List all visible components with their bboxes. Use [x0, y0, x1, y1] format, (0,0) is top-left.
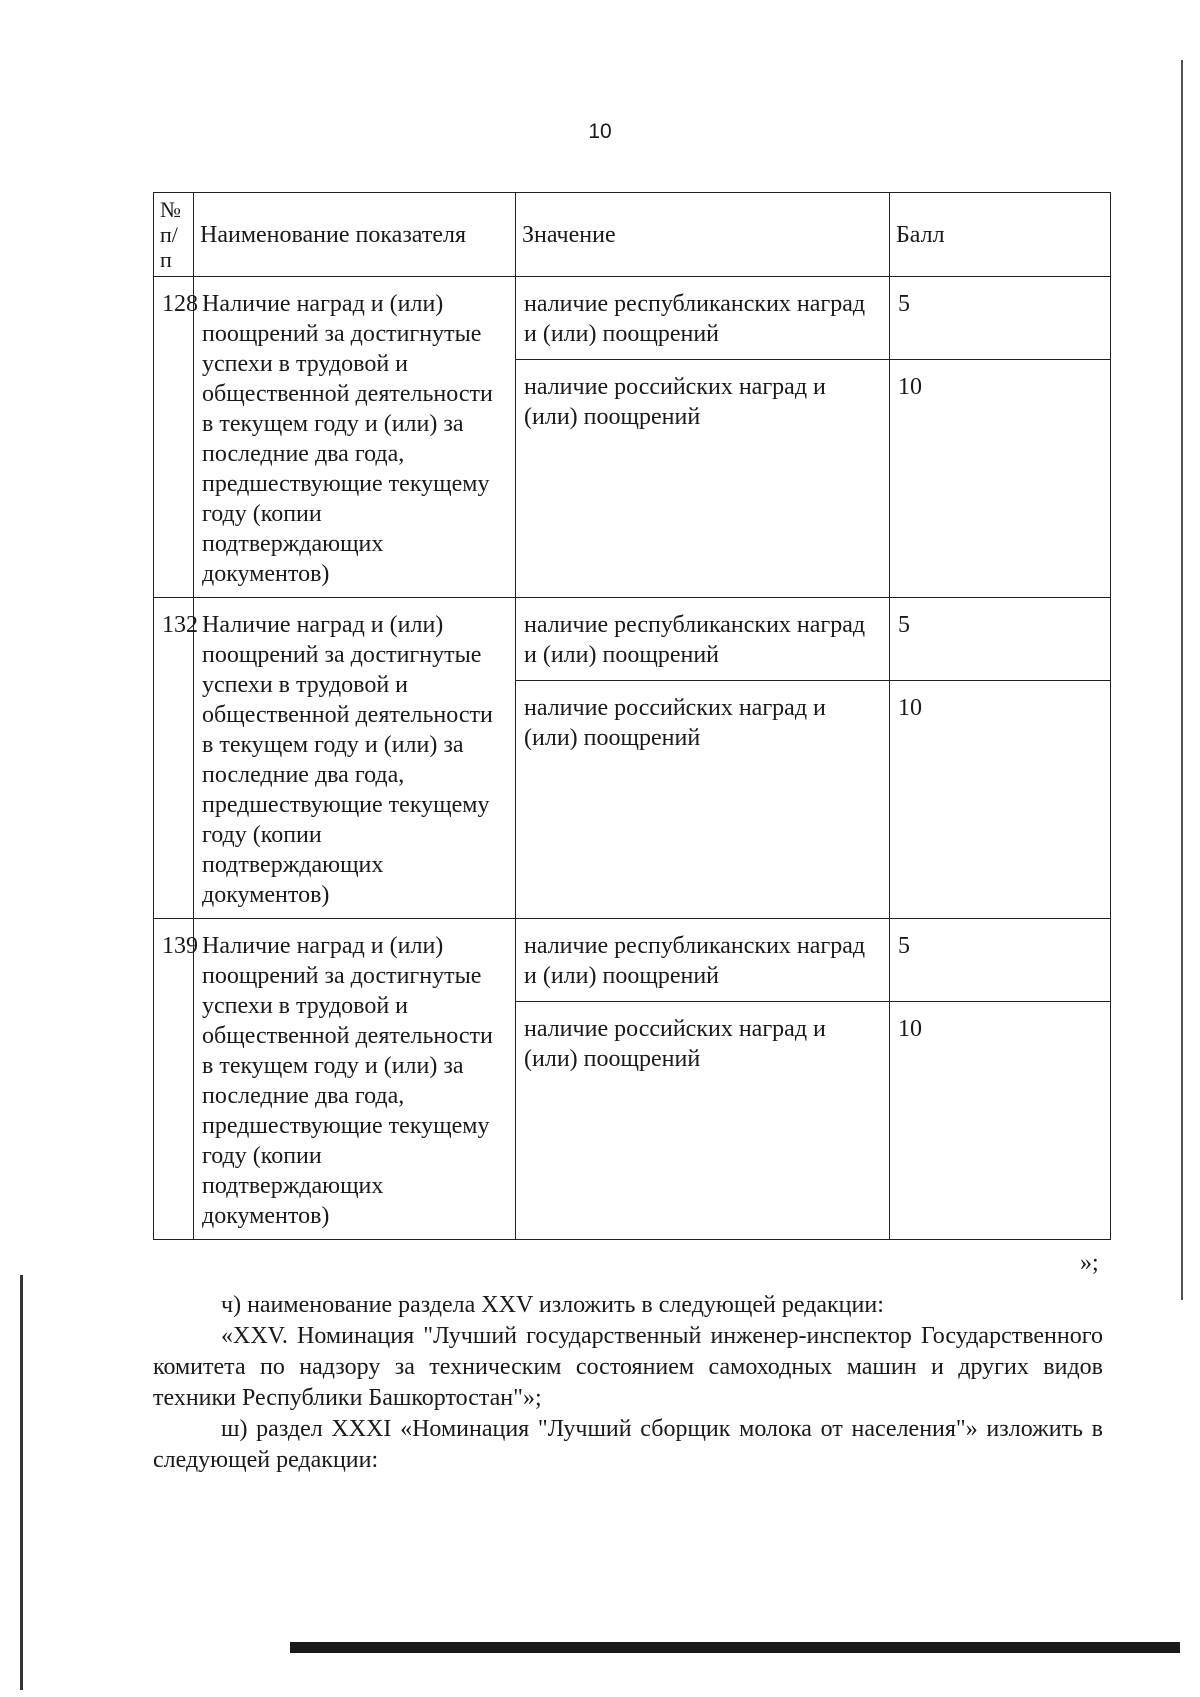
header-name: Наименование показателя [194, 193, 516, 277]
value-cell: наличие российских наград и (или) поощрений [516, 1002, 890, 1240]
indicator-table [153, 192, 1111, 1240]
row-number: 139 [154, 919, 194, 1240]
scan-edge-right [1181, 60, 1183, 1300]
score-cell: 5 [890, 277, 1111, 360]
paragraph: «XXV. Номинация "Лучший государственный инженер-инспектор Государственного комитета по надзору за техническим состоянием самоходных машин и других видов техники Республики Башкортостан"»; [153, 1323, 1103, 1411]
value-cell: наличие республиканских наград и (или) поощрений [516, 598, 890, 681]
header-score: Балл [890, 193, 1111, 277]
scan-bottom-bar [290, 1642, 1180, 1653]
value-cell: наличие республиканских наград и (или) поощрений [516, 277, 890, 360]
table-row [154, 919, 1111, 1002]
table-closing-quote: »; [1080, 1250, 1099, 1276]
value-cell: наличие российских наград и (или) поощрений [516, 681, 890, 919]
indicator-name: Наличие наград и (или) поощрений за достигнутые успехи в трудовой и общественной деятельности в текущем году и (или) за последние два года, предшествующие текущему году (копии подтверждающих документов) [194, 919, 516, 1240]
paragraph: ч) наименование раздела XXV изложить в следующей редакции: [221, 1292, 884, 1318]
table-row [154, 277, 1111, 360]
score-cell: 5 [890, 598, 1111, 681]
indicator-name: Наличие наград и (или) поощрений за достигнутые успехи в трудовой и общественной деятельности в текущем году и (или) за последние два года, предшествующие текущему году (копии подтверждающих документов) [194, 277, 516, 598]
score-cell: 5 [890, 919, 1111, 1002]
header-num: № п/п [154, 193, 194, 277]
row-number: 132 [154, 598, 194, 919]
paragraph: ш) раздел XXXI «Номинация "Лучший сборщик молока от населения"» изложить в следующей редакции: [153, 1416, 1103, 1473]
page-number: 10 [588, 120, 612, 143]
score-cell: 10 [890, 1002, 1111, 1240]
scan-edge-left [20, 1275, 23, 1690]
body-text [153, 1290, 1103, 1476]
table-header-row [154, 193, 1111, 277]
value-cell: наличие республиканских наград и (или) поощрений [516, 919, 890, 1002]
score-cell: 10 [890, 360, 1111, 598]
score-cell: 10 [890, 681, 1111, 919]
value-cell: наличие российских наград и (или) поощрений [516, 360, 890, 598]
row-number: 128 [154, 277, 194, 598]
header-value: Значение [516, 193, 890, 277]
table-row [154, 598, 1111, 681]
indicator-name: Наличие наград и (или) поощрений за достигнутые успехи в трудовой и общественной деятельности в текущем году и (или) за последние два года, предшествующие текущему году (копии подтверждающих документов) [194, 598, 516, 919]
